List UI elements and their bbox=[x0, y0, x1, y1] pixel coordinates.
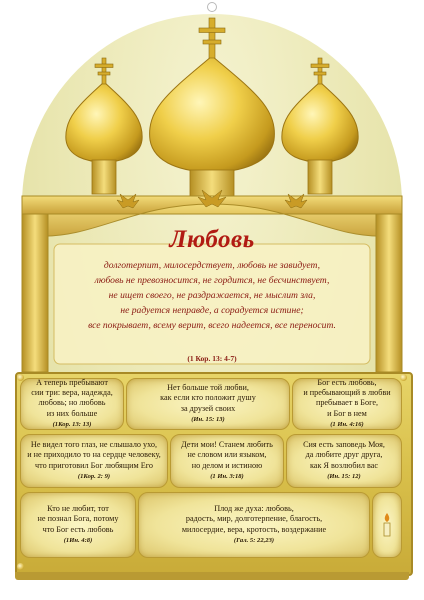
quote-line: как Я возлюбил вас bbox=[309, 460, 379, 470]
quote-line: сии три: вера, надежда, bbox=[31, 388, 113, 398]
quote-reference: (1Кор. 13: 13) bbox=[52, 420, 92, 428]
quote-reference: (1Ин. 4:8) bbox=[63, 536, 93, 544]
quote-reference: (1 Ин. 4:16) bbox=[330, 420, 364, 428]
candle-brick bbox=[372, 492, 402, 558]
quote-line: как если кто положит душу bbox=[160, 393, 256, 403]
verse-line: долготерпит, милосердствует, любовь не завидует, bbox=[103, 260, 321, 271]
quote-line: Кто не любит, тот bbox=[47, 503, 109, 513]
dome-icon-right bbox=[282, 82, 358, 194]
main-reference: (1 Кор. 13: 4-7) bbox=[187, 354, 237, 363]
quote-brick bbox=[20, 378, 124, 430]
quote-line: Бог есть любовь, bbox=[317, 377, 377, 387]
quote-line: что Бог есть любовь bbox=[42, 524, 114, 534]
quote-reference: (1Кор. 2: 9) bbox=[77, 472, 111, 480]
quote-line: Не видел того глаз, не слышало ухо, bbox=[30, 439, 158, 449]
quote-line: да любите друг друга, bbox=[305, 450, 383, 460]
stud bbox=[400, 374, 407, 381]
page-title: Любовь bbox=[169, 226, 255, 253]
quote-brick bbox=[138, 492, 370, 558]
wall-base bbox=[15, 572, 409, 580]
dome-icon-left bbox=[66, 82, 142, 194]
quote-line: за друзей своих bbox=[180, 403, 236, 413]
quote-line: и не приходило то на сердце человеку, bbox=[27, 450, 161, 460]
quote-line: пребывает в Боге, bbox=[315, 398, 379, 408]
quote-reference: (Ин. 15: 12) bbox=[327, 472, 361, 480]
quote-line: Сия есть заповедь Моя, bbox=[303, 439, 385, 449]
dome-icon-center bbox=[150, 56, 275, 196]
quote-line: и Бог в нем bbox=[327, 408, 367, 418]
verse-line: любовь не превозносится, не гордится, не бесчинствует, bbox=[94, 275, 330, 286]
cross-icon-center bbox=[199, 18, 225, 58]
quote-line: Нет больше той любви, bbox=[167, 382, 249, 392]
quote-brick bbox=[20, 492, 136, 558]
main-verse bbox=[64, 258, 360, 333]
quote-line: любовь; но любовь bbox=[38, 398, 106, 408]
verse-line: не ищет своего, не раздражается, не мыслит зла, bbox=[108, 290, 316, 301]
quote-line: А теперь пребывают bbox=[36, 377, 108, 387]
quote-line: что приготовил Бог любящим Его bbox=[35, 460, 153, 470]
quote-line: Дети мои! Станем любить bbox=[181, 439, 273, 449]
quote-brick bbox=[292, 378, 402, 430]
cross-icon-right bbox=[311, 58, 329, 84]
quote-brick bbox=[170, 434, 284, 488]
quote-brick bbox=[126, 378, 290, 430]
quote-reference: (1 Ин. 3:18) bbox=[210, 472, 244, 480]
verse-line: не радуется неправде, а сорадуется истине; bbox=[120, 305, 304, 316]
candle-icon bbox=[380, 512, 394, 538]
quote-line: не словом или языком, bbox=[187, 450, 267, 460]
verse-line: все покрывает, всему верит, всего надеется, все переносит. bbox=[88, 320, 336, 331]
quote-line: но делом и истиною bbox=[191, 460, 263, 470]
quote-line: радость, мир, долготерпение, благость, bbox=[185, 514, 323, 524]
quote-line: не познал Бога, потому bbox=[37, 514, 119, 524]
quote-reference: (Ин. 15: 13) bbox=[191, 415, 225, 423]
cross-icon-left bbox=[95, 58, 113, 84]
quote-brick bbox=[286, 434, 402, 488]
quote-reference: (Гал. 5: 22,23) bbox=[233, 536, 275, 544]
quote-brick bbox=[20, 434, 168, 488]
stud bbox=[17, 563, 24, 570]
quote-line: милосердие, вера, кротость, воздержание bbox=[181, 524, 327, 534]
quote-line: и пребывающий в любви bbox=[303, 388, 391, 398]
quote-line: из них больше bbox=[46, 408, 98, 418]
quote-line: Плод же духа: любовь, bbox=[214, 503, 294, 513]
